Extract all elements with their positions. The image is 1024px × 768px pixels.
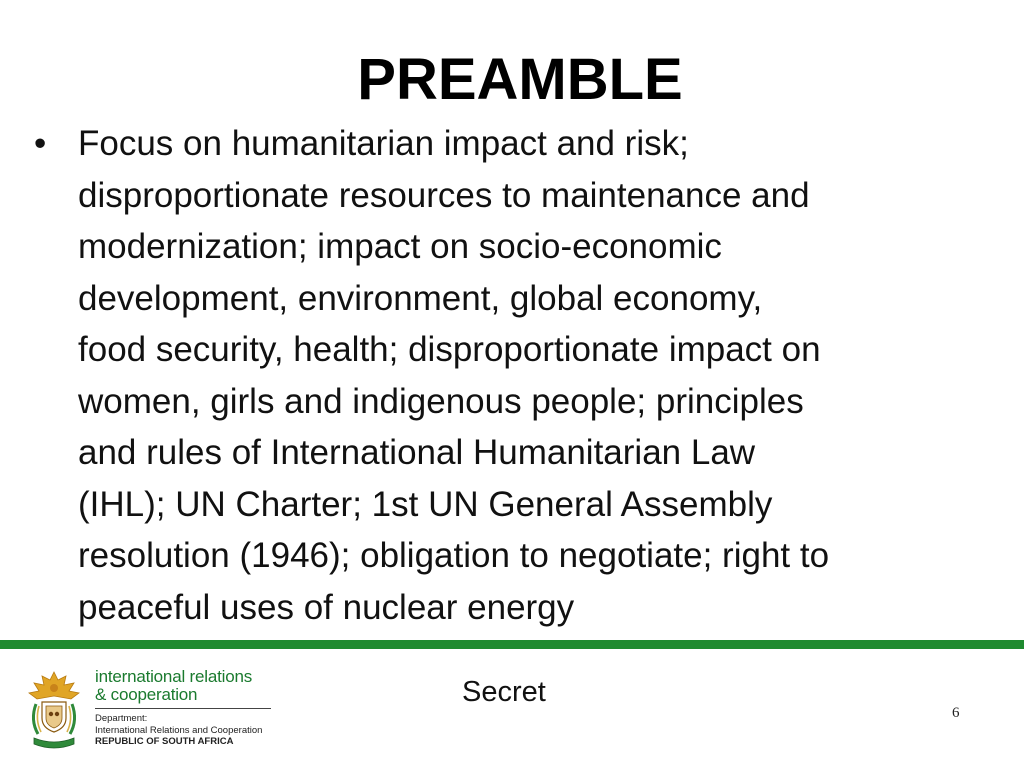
bullet-line: modernization; impact on socio-economic xyxy=(78,227,722,266)
coat-of-arms-icon xyxy=(22,668,86,752)
bullet-line: development, environment, global economy, xyxy=(78,278,763,318)
bullet-line: disproportionate resources to maintenance and xyxy=(78,175,810,215)
logo-text-block xyxy=(95,668,285,748)
logo-country: REPUBLIC OF SOUTH AFRICA xyxy=(95,736,234,747)
bullet-line: Focus on humanitarian impact and risk; xyxy=(78,124,689,163)
bullet-line: and rules of International Humanitarian Law xyxy=(78,433,756,472)
logo-wordmark-line2: & cooperation xyxy=(95,685,198,704)
bullet-line: peaceful uses of nuclear energy xyxy=(78,587,575,627)
classification-label: Secret xyxy=(462,676,546,708)
logo-department-name: International Relations and Cooperation xyxy=(95,724,263,736)
department-logo xyxy=(22,668,282,752)
bullet-item xyxy=(28,118,1008,633)
bullet-dot-icon: • xyxy=(34,124,47,163)
slide-title: PREAMBLE xyxy=(357,47,683,112)
bullet-list xyxy=(28,118,1008,633)
bullet-line: resolution (1946); obligation to negotiate; right to xyxy=(78,536,830,575)
bullet-line: women, girls and indigenous people; principles xyxy=(78,381,804,421)
bullet-line: (IHL); UN Charter; 1st UN General Assembly xyxy=(78,484,773,524)
page-number: 6 xyxy=(952,705,960,721)
logo-wordmark-line1: international relations xyxy=(95,667,252,686)
logo-department-label: Department: xyxy=(95,713,148,724)
footer-divider-bar xyxy=(0,640,1024,649)
bullet-line: food security, health; disproportionate impact on xyxy=(78,330,821,369)
logo-divider xyxy=(95,708,271,709)
